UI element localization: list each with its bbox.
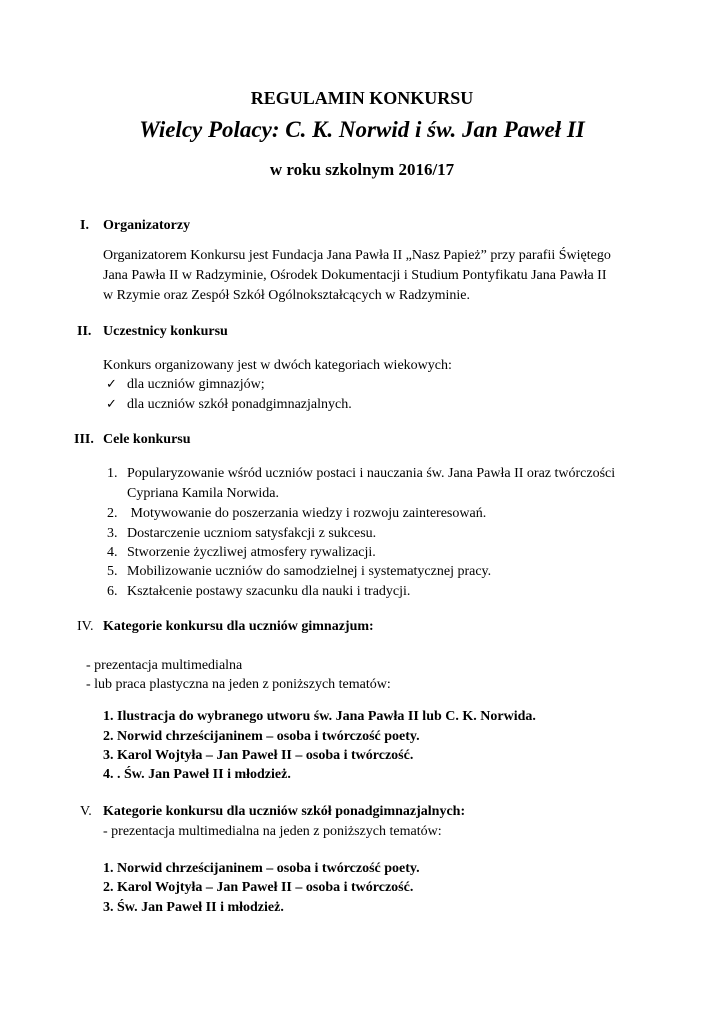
section-3-title: Cele konkursu (103, 432, 191, 447)
list-item: dla uczniów szkół ponadgimnazjalnych. (127, 397, 352, 412)
form-item: - prezentacja multimedialna (86, 658, 243, 673)
topic-item: 1. Ilustracja do wybranego utworu św. Jana Pawła II lub C. K. Norwida. (103, 709, 536, 724)
goal-text: Cypriana Kamila Norwida. (127, 486, 280, 501)
section-2-number: II. (77, 324, 92, 339)
goal-text: Kształcenie postawy szacunku dla nauki i tradycji. (127, 584, 411, 599)
section-2-title: Uczestnicy konkursu (103, 324, 228, 339)
section-4-number: IV. (77, 619, 94, 634)
school-year: w roku szkolnym 2016/17 (269, 160, 455, 179)
section-1-line: w Rzymie oraz Zespół Szkół Ogólnokształcących w Radzyminie. (103, 288, 471, 303)
topic-item: 4. . Św. Jan Paweł II i młodzież. (103, 767, 291, 782)
topic-item: 1. Norwid chrześcijaninem – osoba i twórczość poety. (103, 861, 420, 876)
list-item: dla uczniów gimnazjów; (127, 377, 265, 392)
section-5-title: Kategorie konkursu dla uczniów szkół ponadgimnazjalnych: (103, 804, 466, 819)
goal-number: 3. (107, 526, 118, 541)
form-item: - prezentacja multimedialna na jeden z poniższych tematów: (103, 824, 442, 839)
goal-text: Mobilizowanie uczniów do samodzielnej i systematycznej pracy. (127, 564, 492, 579)
topic-item: 3. Karol Wojtyła – Jan Paweł II – osoba i twórczość. (103, 748, 414, 763)
form-item: - lub praca plastyczna na jeden z poniższych tematów: (86, 677, 391, 692)
goal-number: 4. (107, 545, 118, 560)
topic-item: 2. Karol Wojtyła – Jan Paweł II – osoba i twórczość. (103, 880, 414, 895)
section-2-intro: Konkurs organizowany jest w dwóch kategoriach wiekowych: (103, 358, 452, 373)
section-3-number: III. (74, 432, 94, 447)
document-title: REGULAMIN KONKURSU (250, 88, 474, 108)
section-1-number: I. (80, 218, 89, 233)
goal-text: Popularyzowanie wśród uczniów postaci i nauczania św. Jana Pawła II oraz twórczości (127, 466, 616, 481)
checkmark-icon: ✓ (106, 376, 117, 391)
checkmark-icon: ✓ (106, 396, 117, 411)
section-4-title: Kategorie konkursu dla uczniów gimnazjum: (103, 619, 374, 634)
topic-item: 2. Norwid chrześcijaninem – osoba i twórczość poety. (103, 729, 420, 744)
section-1-line: Jana Pawła II w Radzyminie, Ośrodek Dokumentacji i Studium Pontyfikatu Jana Pawła II (103, 268, 607, 283)
section-5-number: V. (80, 804, 92, 819)
topic-item: 3. Św. Jan Paweł II i młodzież. (103, 900, 284, 915)
goal-text: Dostarczenie uczniom satysfakcji z sukcesu. (127, 526, 377, 541)
section-1-title: Organizatorzy (103, 218, 191, 233)
goal-number: 5. (107, 564, 118, 579)
goal-text: Stworzenie życzliwej atmosfery rywalizacji. (127, 545, 376, 560)
goal-number: 1. (107, 466, 118, 481)
goal-text: Motywowanie do poszerzania wiedzy i rozwoju zainteresowań. (127, 506, 487, 521)
document-subtitle: Wielcy Polacy: C. K. Norwid i św. Jan Paweł II (139, 117, 585, 142)
goal-number: 2. (107, 506, 118, 521)
section-1-line: Organizatorem Konkursu jest Fundacja Jana Pawła II „Nasz Papież” przy parafii Świętego (103, 248, 611, 263)
goal-number: 6. (107, 584, 118, 599)
